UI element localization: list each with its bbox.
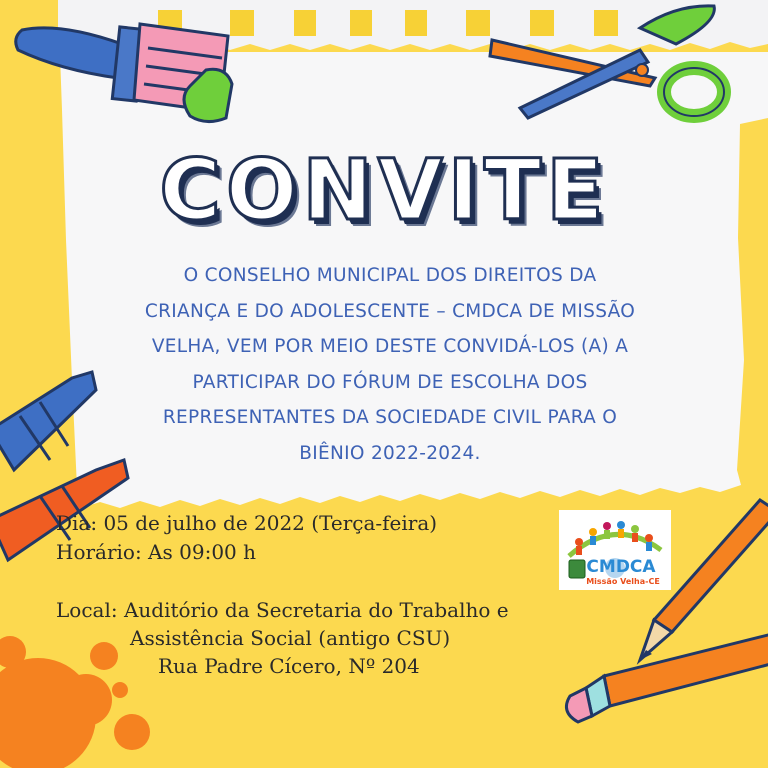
event-time: Horário: As 09:00 h <box>56 540 256 564</box>
invite-title: CONVITE <box>159 141 609 239</box>
cmdca-logo <box>559 510 671 590</box>
message-line: BIÊNIO 2022-2024. <box>299 442 481 464</box>
cmdca-logo-artwork <box>559 510 671 590</box>
logo-name: CMDCA <box>586 557 656 577</box>
message-line: CRIANÇA E DO ADOLESCENTE – CMDCA DE MISSÃO <box>144 300 636 322</box>
event-address: Rua Padre Cícero, Nº 204 <box>158 654 420 678</box>
paint-splash-illustration <box>0 636 150 768</box>
event-location-line2: Assistência Social (antigo CSU) <box>130 626 451 650</box>
logo-subtitle: Missão Velha-CE <box>586 577 660 586</box>
message-line: PARTICIPAR DO FÓRUM DE ESCOLHA DOS <box>192 371 588 393</box>
message-line: O CONSELHO MUNICIPAL DOS DIREITOS DA <box>183 265 597 286</box>
event-date: Dia: 05 de julho de 2022 (Terça-feira) <box>56 511 438 535</box>
message-line: VELHA, VEM POR MEIO DESTE CONVIDÁ-LOS (A) A <box>151 336 629 357</box>
event-location: Local: Auditório da Secretaria do Trabalho e <box>56 598 509 622</box>
invite-message <box>110 258 670 471</box>
message-line: REPRESENTANTES DA SOCIEDADE CIVIL PARA O <box>162 407 618 428</box>
